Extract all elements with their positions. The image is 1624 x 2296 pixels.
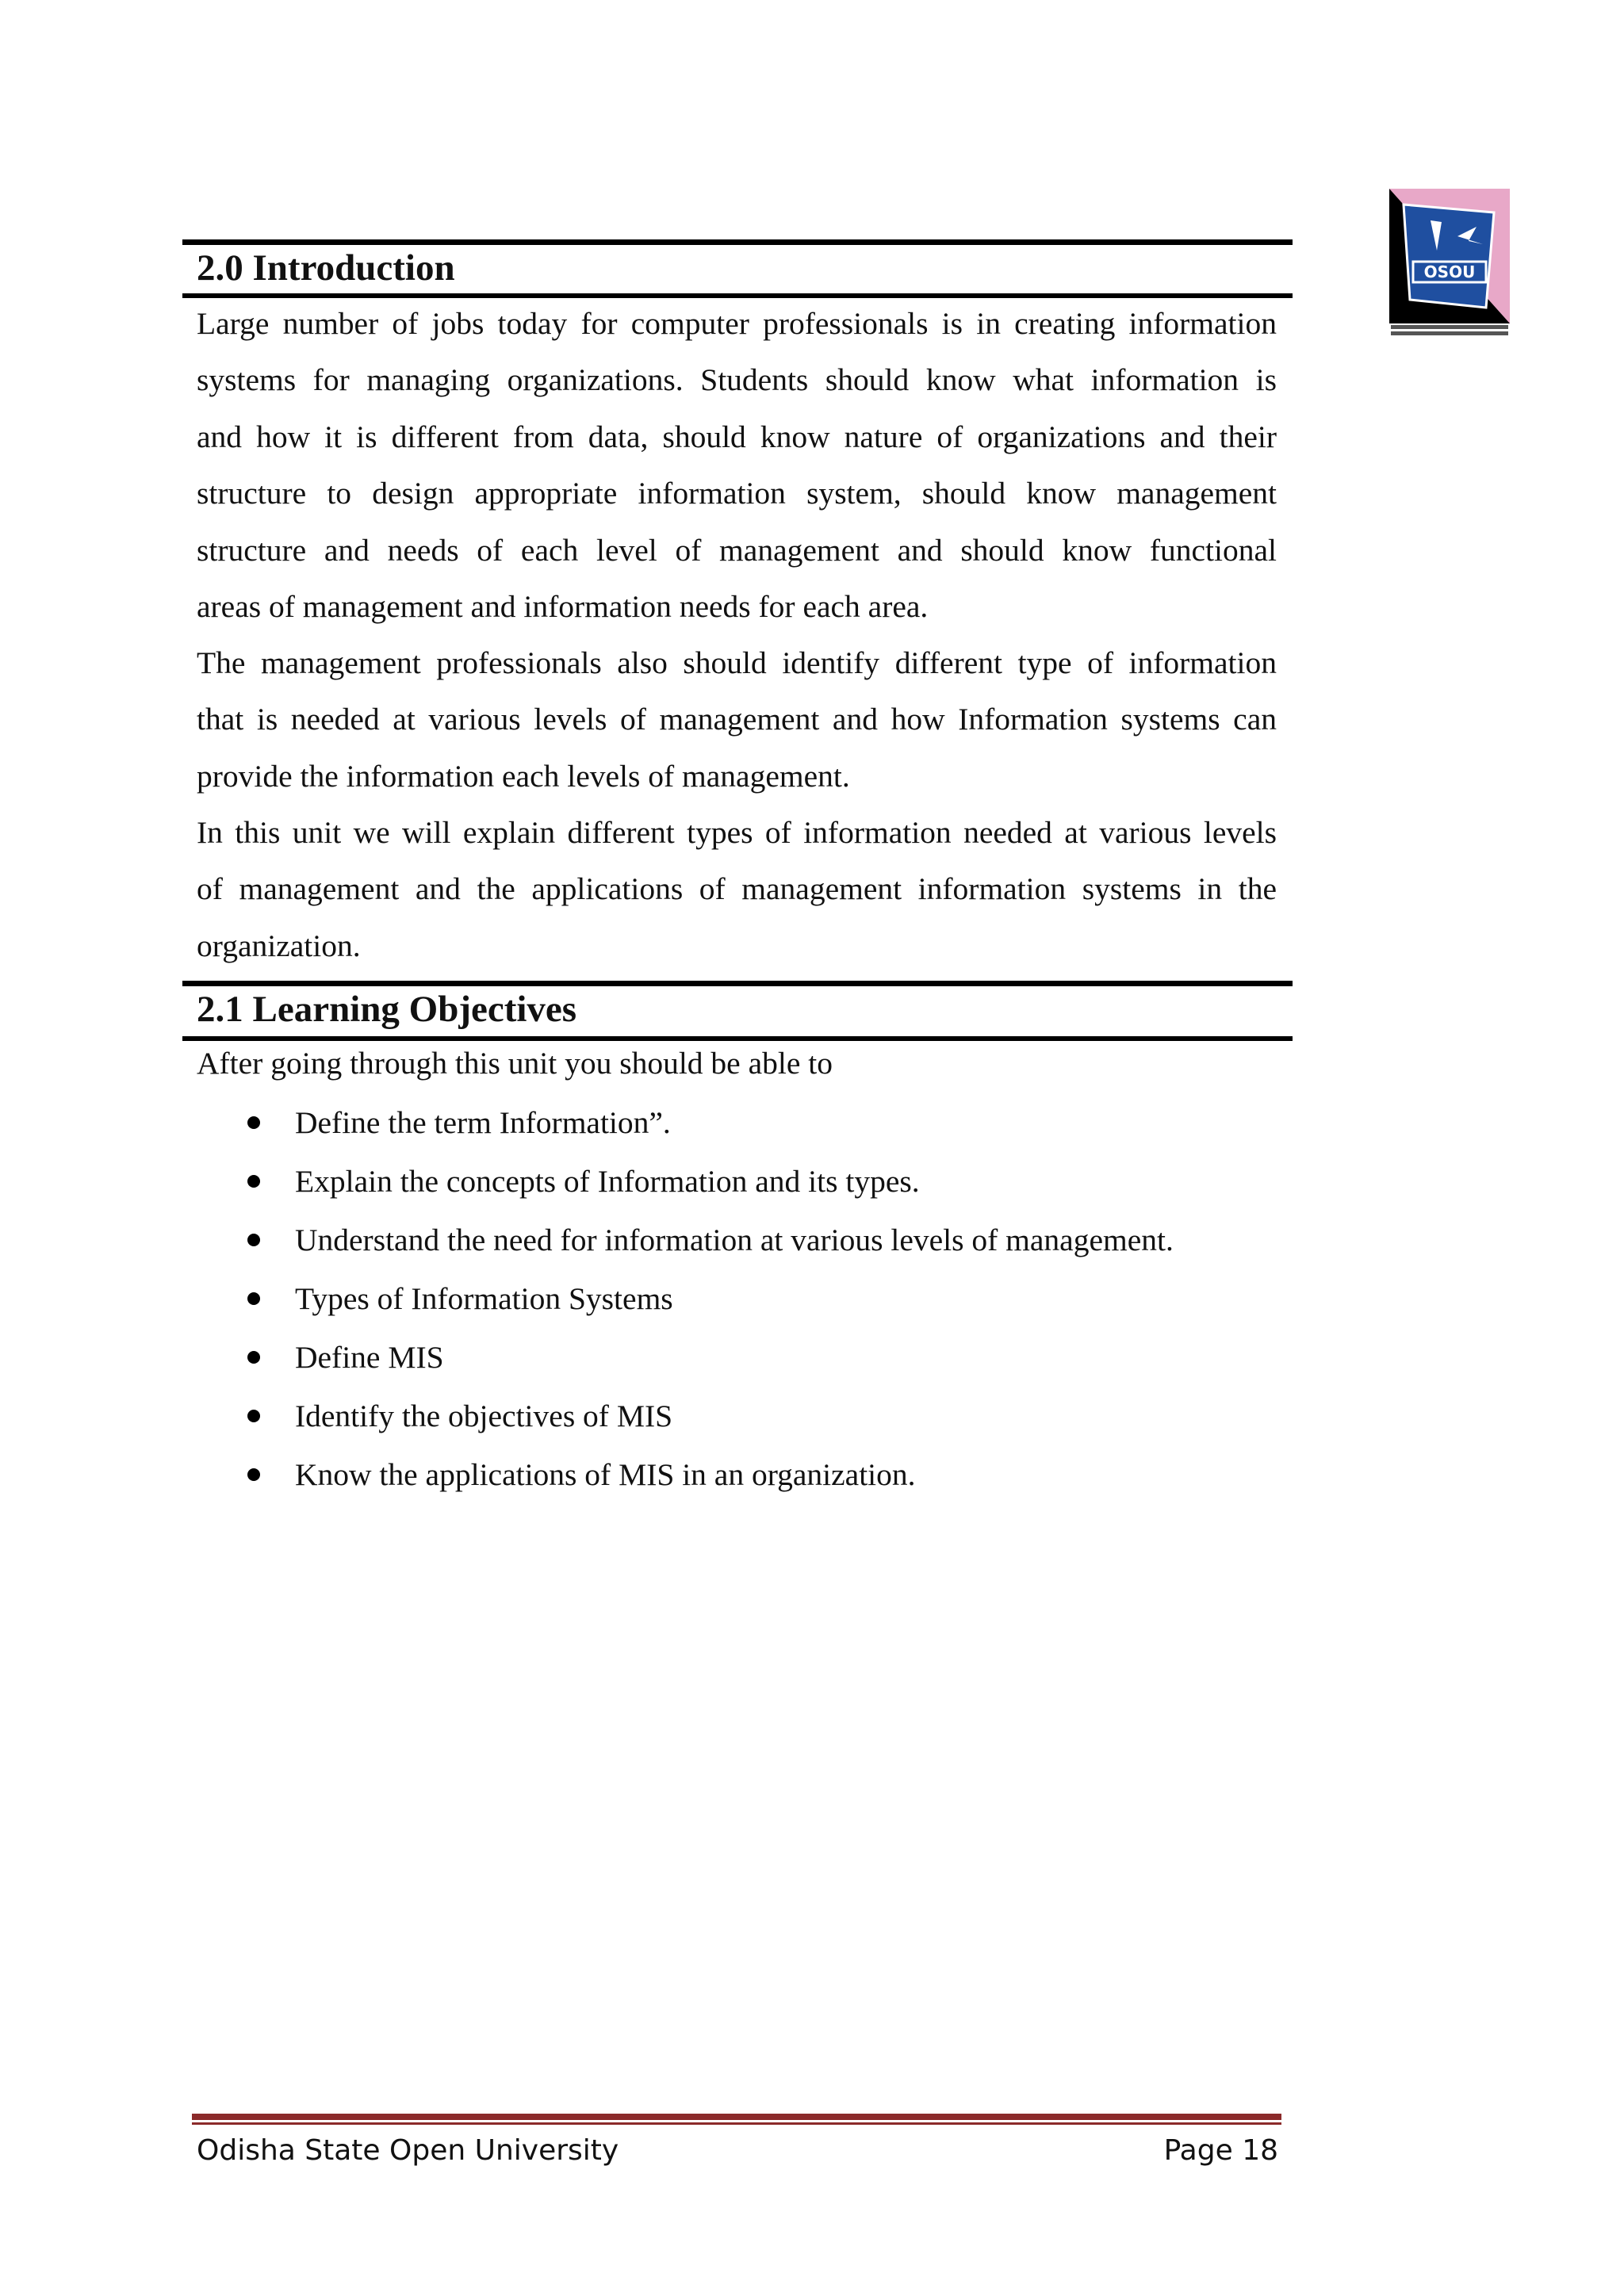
paragraph-line: organization. xyxy=(197,928,361,963)
paragraph-line: that is needed at various levels of management and how Information systems can xyxy=(197,702,1277,737)
intro-paragraph-2 xyxy=(197,635,1277,805)
bullet-icon xyxy=(247,1410,260,1422)
paragraph-line: of management and the applications of management information systems in the xyxy=(197,871,1277,907)
paragraph-line: The management professionals also should identify different type of information xyxy=(197,645,1277,680)
university-logo xyxy=(1389,189,1510,338)
objective-text: Types of Information Systems xyxy=(295,1281,673,1316)
paragraph-line: structure and needs of each level of management and should know functional xyxy=(197,532,1277,568)
paragraph-line: areas of management and information needs for each area. xyxy=(197,588,929,624)
bullet-icon xyxy=(247,1292,260,1305)
paragraph-line: provide the information each levels of management. xyxy=(197,758,850,794)
objective-text: Identify the objectives of MIS xyxy=(295,1399,673,1433)
bullet-icon xyxy=(247,1116,260,1129)
section-heading-learning-objectives: 2.1 Learning Objectives xyxy=(197,989,577,1030)
paragraph-line: structure to design appropriate information system, should know management xyxy=(197,476,1277,511)
paragraph-line: systems for managing organizations. Students should know what information is xyxy=(197,362,1277,398)
footer-university-name: Odisha State Open University xyxy=(197,2134,619,2167)
bullet-icon xyxy=(247,1175,260,1188)
footer-rule xyxy=(192,2114,1281,2120)
footer-rule-thin xyxy=(192,2122,1281,2125)
intro-paragraph-3 xyxy=(197,805,1277,974)
section-heading-introduction: 2.0 Introduction xyxy=(197,247,455,289)
objective-text: Know the applications of MIS in an organization. xyxy=(295,1457,916,1492)
objectives-lead-text: After going through this unit you should be able to xyxy=(197,1046,833,1081)
bullet-icon xyxy=(247,1234,260,1246)
paragraph-line: and how it is different from data, should know nature of organizations and their xyxy=(197,419,1277,454)
objective-text: Define MIS xyxy=(295,1340,444,1375)
bullet-icon xyxy=(247,1351,260,1364)
paragraph-line: Large number of jobs today for computer professionals is in creating information xyxy=(197,306,1277,341)
objective-text: Explain the concepts of Information and its types. xyxy=(295,1164,920,1199)
objective-text: Understand the need for information at various levels of management. xyxy=(295,1223,1174,1257)
logo-text: OSOU xyxy=(1423,262,1476,281)
objective-text: Define the term Information”. xyxy=(295,1105,671,1140)
page-number: Page 18 xyxy=(1163,2134,1278,2167)
paragraph-line: In this unit we will explain different types of information needed at various levels xyxy=(197,815,1277,850)
intro-paragraph-1 xyxy=(197,296,1277,635)
bullet-icon xyxy=(247,1468,260,1481)
